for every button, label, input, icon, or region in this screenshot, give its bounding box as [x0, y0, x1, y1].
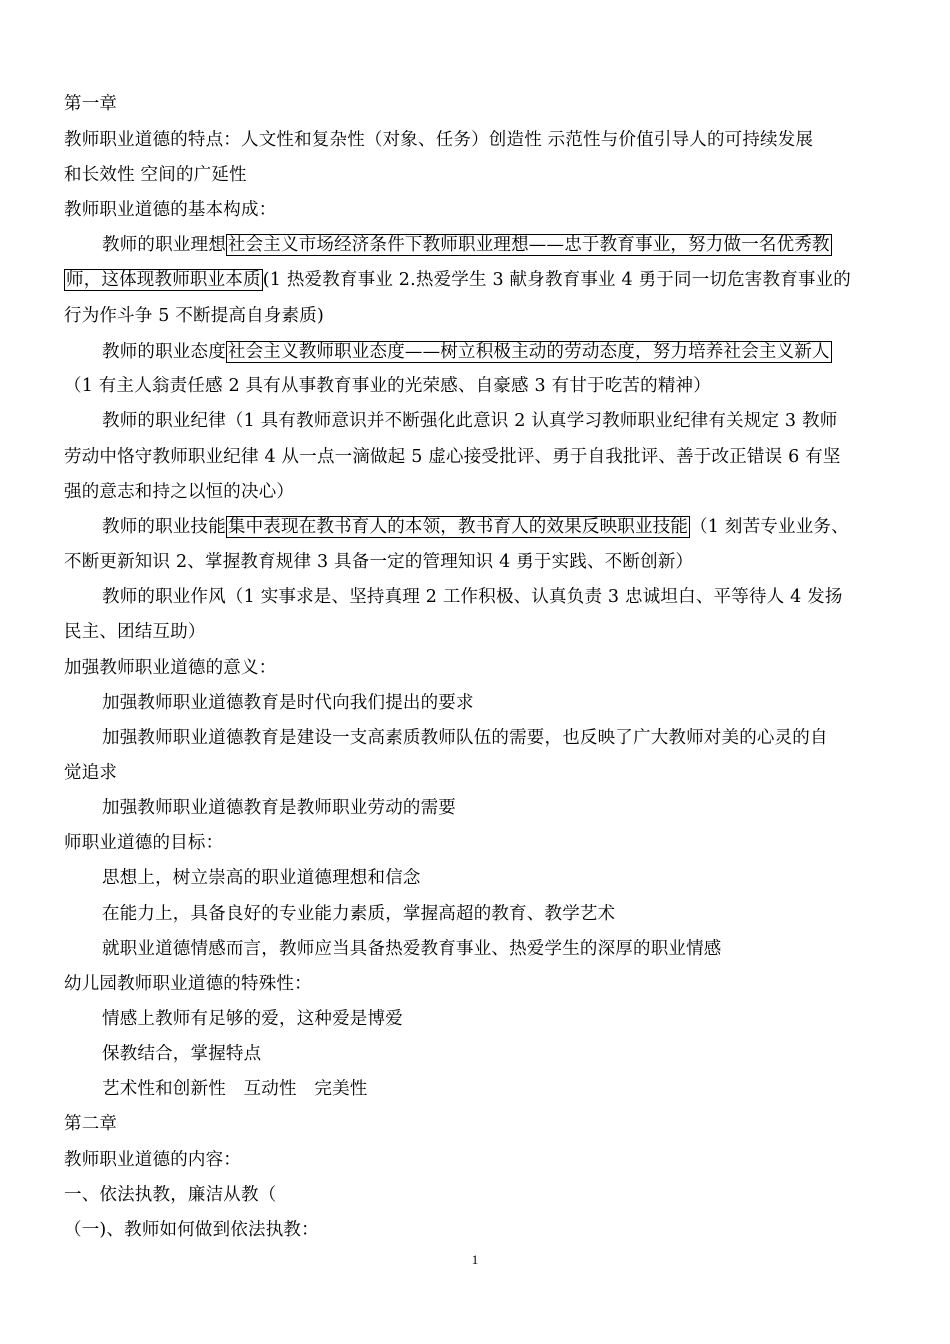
text-span: (1 热爱教育事业 2.热爱学生 3 献身教育事业 4 勇于同一切危害教育事业的 — [262, 270, 852, 290]
text-line: 加强教师职业道德教育是时代向我们提出的要求 — [102, 693, 474, 713]
text-line — [102, 233, 832, 257]
text-line: 情感上教师有足够的爱，这种爱是博爱 — [102, 1009, 403, 1029]
page-number: 1 — [471, 1252, 479, 1267]
text-line: 和长效性 空间的广延性 — [64, 165, 247, 185]
section-heading: 教师职业道德的基本构成： — [64, 200, 277, 220]
chapter-heading: 第二章 — [64, 1114, 118, 1134]
text-line — [64, 268, 851, 292]
boxed-text: 社会主义教师职业态度——树立积极主动的劳动态度，努力培养社会主义新人 — [227, 342, 830, 362]
boxed-text: 师，这体现教师职业本质 — [66, 270, 261, 290]
section-heading: 师职业道德的目标： — [64, 833, 224, 853]
text-line: 民主、团结互助） — [64, 622, 206, 642]
text-line: 教师的职业纪律（1 具有教师意识并不断强化此意识 2 认真学习教师职业纪律有关规定 3 教师 — [102, 411, 838, 431]
text-line: 加强教师职业道德教育是教师职业劳动的需要 — [102, 798, 456, 818]
text-line: 加强教师职业道德教育是建设一支高素质教师队伍的需要，也反映了广大教师对美的心灵的自 — [102, 728, 828, 748]
text-span: 教师的职业技能 — [102, 517, 226, 537]
text-line: 艺术性和创新性 互动性 完美性 — [102, 1079, 368, 1099]
section-heading: 教师职业道德的内容： — [64, 1150, 241, 1170]
chapter-heading: 第一章 — [64, 94, 118, 114]
text-line: 就职业道德情感而言，教师应当具备热爱教育事业、热爱学生的深厚的职业情感 — [102, 939, 722, 959]
boxed-text: 集中表现在教书育人的本领，教书育人的效果反映职业技能 — [227, 517, 689, 537]
text-span: （1 刻苦专业业务、 — [690, 517, 849, 537]
text-span: 教师的职业理想 — [102, 235, 226, 255]
text-line — [102, 340, 832, 364]
text-line: 一、依法执教，廉洁从教（ — [64, 1185, 277, 1205]
boxed-text: 社会主义市场经济条件下教师职业理想——忠于教育事业，努力做一名优秀教 — [227, 235, 830, 255]
text-line: 不断更新知识 2、掌握教育规律 3 具备一定的管理知识 4 勇于实践、不断创新） — [64, 552, 694, 572]
text-line: （1 有主人翁责任感 2 具有从事教育事业的光荣感、自豪感 3 有甘于吃苦的精神） — [64, 376, 711, 396]
text-line — [102, 515, 849, 539]
text-line: 在能力上，具备良好的专业能力素质，掌握高超的教育、教学艺术 — [102, 904, 616, 924]
section-heading: 幼儿园教师职业道德的特殊性： — [64, 974, 312, 994]
text-line: 行为作斗争 5 不断提高自身素质) — [64, 306, 324, 326]
text-line: 思想上，树立崇高的职业道德理想和信念 — [102, 868, 421, 888]
text-line: 保教结合，掌握特点 — [102, 1044, 262, 1064]
section-heading: 加强教师职业道德的意义： — [64, 658, 277, 678]
text-line: 觉追求 — [64, 763, 118, 783]
text-span: 教师的职业态度 — [102, 342, 226, 362]
text-line: 教师职业道德的特点：人文性和复杂性（对象、任务）创造性 示范性与价值引导人的可持续发展 — [64, 130, 814, 150]
text-line: 强的意志和持之以恒的决心） — [64, 482, 295, 502]
text-line: （一)、教师如何做到依法执教： — [64, 1220, 319, 1240]
text-line: 劳动中恪守教师职业纪律 4 从一点一滴做起 5 虚心接受批评、勇于自我批评、善于改正错误 6 有坚 — [64, 447, 841, 467]
text-line: 教师的职业作风（1 实事求是、坚持真理 2 工作积极、认真负责 3 忠诚坦白、平等待人 4 发扬 — [102, 587, 843, 607]
